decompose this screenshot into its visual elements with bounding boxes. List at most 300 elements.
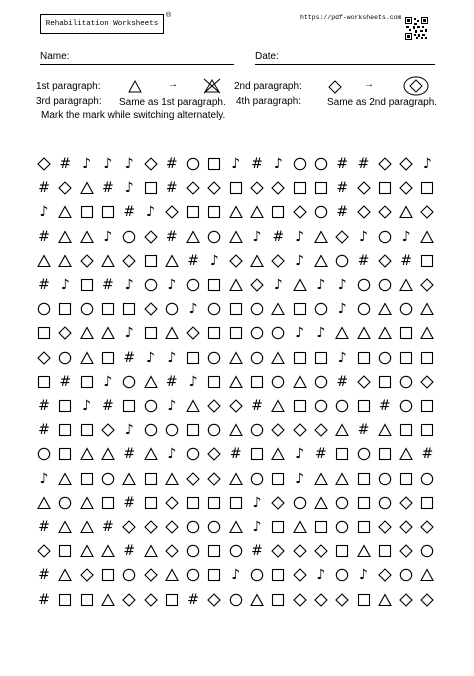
music-note-icon[interactable]: ♪ xyxy=(124,180,134,197)
triangle-icon[interactable] xyxy=(356,543,372,559)
triangle-icon[interactable] xyxy=(292,519,308,535)
triangle-icon[interactable] xyxy=(164,471,180,487)
triangle-icon[interactable] xyxy=(100,325,116,341)
triangle-icon[interactable] xyxy=(100,446,116,462)
square-icon[interactable] xyxy=(121,301,137,317)
circle-icon[interactable] xyxy=(334,253,350,269)
hash-icon[interactable]: # xyxy=(336,373,349,390)
diamond-icon[interactable] xyxy=(36,543,52,559)
square-icon[interactable] xyxy=(185,495,201,511)
triangle-icon[interactable] xyxy=(36,495,52,511)
hash-icon[interactable]: # xyxy=(102,277,114,293)
diamond-icon[interactable] xyxy=(79,567,95,583)
circle-icon[interactable] xyxy=(249,567,265,583)
square-icon[interactable] xyxy=(57,446,73,462)
square-icon[interactable] xyxy=(57,398,73,414)
circle-icon[interactable] xyxy=(164,422,180,438)
square-icon[interactable] xyxy=(57,301,73,317)
circle-icon[interactable] xyxy=(164,301,180,317)
circle-icon[interactable] xyxy=(356,446,372,462)
hash-icon[interactable]: # xyxy=(59,373,72,390)
square-icon[interactable] xyxy=(334,543,350,559)
triangle-icon[interactable] xyxy=(398,446,414,462)
triangle-icon[interactable] xyxy=(334,325,350,341)
square-icon[interactable] xyxy=(419,422,435,438)
circle-icon[interactable] xyxy=(377,495,393,511)
triangle-icon[interactable] xyxy=(57,519,73,535)
square-icon[interactable] xyxy=(100,301,116,317)
hash-icon[interactable]: # xyxy=(251,156,263,172)
square-icon[interactable] xyxy=(377,374,393,390)
circle-icon[interactable] xyxy=(57,495,73,511)
music-note-icon[interactable]: ♪ xyxy=(316,567,326,584)
square-icon[interactable] xyxy=(292,350,308,366)
diamond-icon[interactable] xyxy=(228,398,244,414)
diamond-icon[interactable] xyxy=(356,204,372,220)
square-icon[interactable] xyxy=(228,325,244,341)
music-note-icon[interactable]: ♪ xyxy=(252,494,262,511)
triangle-icon[interactable] xyxy=(249,253,265,269)
square-icon[interactable] xyxy=(292,301,308,317)
hash-icon[interactable]: # xyxy=(336,204,349,221)
circle-icon[interactable] xyxy=(313,156,329,172)
music-note-icon[interactable]: ♪ xyxy=(252,519,262,535)
hash-icon[interactable]: # xyxy=(38,567,50,584)
hash-icon[interactable]: # xyxy=(357,252,370,269)
triangle-icon[interactable] xyxy=(292,277,308,293)
triangle-icon[interactable] xyxy=(377,301,393,317)
square-icon[interactable] xyxy=(292,180,308,196)
circle-icon[interactable] xyxy=(419,471,435,487)
triangle-icon[interactable] xyxy=(185,398,201,414)
triangle-icon[interactable] xyxy=(164,567,180,583)
diamond-icon[interactable] xyxy=(100,422,116,438)
square-icon[interactable] xyxy=(270,592,286,608)
square-icon[interactable] xyxy=(185,204,201,220)
square-icon[interactable] xyxy=(100,204,116,220)
square-icon[interactable] xyxy=(356,519,372,535)
music-note-icon[interactable]: ♪ xyxy=(60,277,70,293)
triangle-icon[interactable] xyxy=(79,325,95,341)
circle-icon[interactable] xyxy=(270,325,286,341)
hash-icon[interactable]: # xyxy=(378,398,391,414)
diamond-icon[interactable] xyxy=(419,374,435,390)
triangle-icon[interactable] xyxy=(228,204,244,220)
circle-icon[interactable] xyxy=(143,277,159,293)
music-note-icon[interactable]: ♪ xyxy=(295,252,305,269)
diamond-icon[interactable] xyxy=(270,495,286,511)
square-icon[interactable] xyxy=(100,567,116,583)
triangle-icon[interactable] xyxy=(164,325,180,341)
square-icon[interactable] xyxy=(185,350,201,366)
diamond-icon[interactable] xyxy=(164,519,180,535)
hash-icon[interactable]: # xyxy=(123,543,136,560)
music-note-icon[interactable]: ♪ xyxy=(103,228,113,245)
triangle-icon[interactable] xyxy=(79,543,95,559)
diamond-icon[interactable] xyxy=(143,592,159,608)
triangle-icon[interactable] xyxy=(334,422,350,438)
music-note-icon[interactable]: ♪ xyxy=(167,446,177,463)
square-icon[interactable] xyxy=(270,204,286,220)
hash-icon[interactable]: # xyxy=(38,519,50,535)
triangle-icon[interactable] xyxy=(270,446,286,462)
triangle-icon[interactable] xyxy=(228,519,244,535)
music-note-icon[interactable]: ♪ xyxy=(337,301,347,318)
square-icon[interactable] xyxy=(57,592,73,608)
diamond-icon[interactable] xyxy=(206,446,222,462)
square-icon[interactable] xyxy=(100,495,116,511)
circle-icon[interactable] xyxy=(398,374,414,390)
diamond-icon[interactable] xyxy=(228,253,244,269)
hash-icon[interactable]: # xyxy=(229,446,242,463)
diamond-icon[interactable] xyxy=(377,204,393,220)
music-note-icon[interactable]: ♪ xyxy=(295,470,305,487)
diamond-icon[interactable] xyxy=(398,180,414,196)
square-icon[interactable] xyxy=(79,592,95,608)
square-icon[interactable] xyxy=(356,592,372,608)
square-icon[interactable] xyxy=(206,543,222,559)
diamond-icon[interactable] xyxy=(270,543,286,559)
hash-icon[interactable]: # xyxy=(59,156,72,172)
hash-icon[interactable]: # xyxy=(357,422,370,439)
diamond-icon[interactable] xyxy=(356,180,372,196)
diamond-icon[interactable] xyxy=(377,567,393,583)
triangle-icon[interactable] xyxy=(270,301,286,317)
circle-icon[interactable] xyxy=(313,301,329,317)
circle-icon[interactable] xyxy=(36,446,52,462)
diamond-icon[interactable] xyxy=(270,180,286,196)
diamond-icon[interactable] xyxy=(249,277,265,293)
triangle-icon[interactable] xyxy=(143,543,159,559)
diamond-icon[interactable] xyxy=(143,567,159,583)
diamond-icon[interactable] xyxy=(36,156,52,172)
diamond-icon[interactable] xyxy=(185,471,201,487)
square-icon[interactable] xyxy=(419,398,435,414)
circle-icon[interactable] xyxy=(185,156,201,172)
diamond-icon[interactable] xyxy=(206,180,222,196)
hash-icon[interactable]: # xyxy=(165,228,178,245)
music-note-icon[interactable]: ♪ xyxy=(337,349,347,366)
square-icon[interactable] xyxy=(313,519,329,535)
diamond-icon[interactable] xyxy=(270,253,286,269)
square-icon[interactable] xyxy=(249,374,265,390)
hash-icon[interactable]: # xyxy=(38,398,50,414)
square-icon[interactable] xyxy=(398,325,414,341)
square-icon[interactable] xyxy=(419,495,435,511)
diamond-icon[interactable] xyxy=(398,543,414,559)
triangle-icon[interactable] xyxy=(419,301,435,317)
circle-icon[interactable] xyxy=(419,543,435,559)
diamond-icon[interactable] xyxy=(121,519,137,535)
diamond-icon[interactable] xyxy=(292,567,308,583)
circle-icon[interactable] xyxy=(143,422,159,438)
hash-icon[interactable]: # xyxy=(251,398,263,414)
circle-icon[interactable] xyxy=(398,398,414,414)
circle-icon[interactable] xyxy=(185,446,201,462)
square-icon[interactable] xyxy=(185,422,201,438)
music-note-icon[interactable]: ♪ xyxy=(401,228,411,245)
diamond-icon[interactable] xyxy=(143,156,159,172)
square-icon[interactable] xyxy=(164,592,180,608)
diamond-icon[interactable] xyxy=(292,592,308,608)
diamond-icon[interactable] xyxy=(334,229,350,245)
circle-icon[interactable] xyxy=(249,422,265,438)
hash-icon[interactable]: # xyxy=(165,180,178,197)
circle-icon[interactable] xyxy=(249,471,265,487)
diamond-icon[interactable] xyxy=(164,204,180,220)
square-icon[interactable] xyxy=(270,567,286,583)
diamond-icon[interactable] xyxy=(143,519,159,535)
circle-icon[interactable] xyxy=(377,350,393,366)
circle-icon[interactable] xyxy=(206,519,222,535)
diamond-icon[interactable] xyxy=(419,519,435,535)
diamond-icon[interactable] xyxy=(121,592,137,608)
diamond-icon[interactable] xyxy=(270,422,286,438)
square-icon[interactable] xyxy=(206,374,222,390)
triangle-icon[interactable] xyxy=(334,471,350,487)
hash-icon[interactable]: # xyxy=(38,277,50,293)
circle-icon[interactable] xyxy=(206,422,222,438)
circle-icon[interactable] xyxy=(121,374,137,390)
triangle-icon[interactable] xyxy=(228,374,244,390)
diamond-icon[interactable] xyxy=(185,180,201,196)
triangle-icon[interactable] xyxy=(121,471,137,487)
circle-icon[interactable] xyxy=(185,277,201,293)
square-icon[interactable] xyxy=(398,422,414,438)
square-icon[interactable] xyxy=(79,422,95,438)
music-note-icon[interactable]: ♪ xyxy=(188,301,198,318)
diamond-icon[interactable] xyxy=(143,301,159,317)
triangle-icon[interactable] xyxy=(228,277,244,293)
diamond-icon[interactable] xyxy=(249,180,265,196)
square-icon[interactable] xyxy=(398,471,414,487)
square-icon[interactable] xyxy=(79,374,95,390)
square-icon[interactable] xyxy=(270,519,286,535)
triangle-icon[interactable] xyxy=(398,277,414,293)
square-icon[interactable] xyxy=(270,471,286,487)
triangle-icon[interactable] xyxy=(313,495,329,511)
circle-icon[interactable] xyxy=(292,495,308,511)
square-icon[interactable] xyxy=(292,398,308,414)
square-icon[interactable] xyxy=(419,253,435,269)
square-icon[interactable] xyxy=(206,277,222,293)
circle-icon[interactable] xyxy=(121,567,137,583)
triangle-icon[interactable] xyxy=(100,253,116,269)
triangle-icon[interactable] xyxy=(57,471,73,487)
diamond-icon[interactable] xyxy=(206,398,222,414)
square-icon[interactable] xyxy=(206,325,222,341)
hash-icon[interactable]: # xyxy=(102,180,114,197)
diamond-icon[interactable] xyxy=(398,519,414,535)
diamond-icon[interactable] xyxy=(313,543,329,559)
triangle-icon[interactable] xyxy=(377,592,393,608)
music-note-icon[interactable]: ♪ xyxy=(209,252,219,269)
square-icon[interactable] xyxy=(377,543,393,559)
circle-icon[interactable] xyxy=(377,229,393,245)
square-icon[interactable] xyxy=(356,471,372,487)
square-icon[interactable] xyxy=(143,180,159,196)
triangle-icon[interactable] xyxy=(185,229,201,245)
diamond-icon[interactable] xyxy=(36,350,52,366)
music-note-icon[interactable]: ♪ xyxy=(252,228,262,245)
diamond-icon[interactable] xyxy=(419,277,435,293)
circle-icon[interactable] xyxy=(334,398,350,414)
circle-icon[interactable] xyxy=(249,350,265,366)
square-icon[interactable] xyxy=(100,350,116,366)
square-icon[interactable] xyxy=(57,422,73,438)
triangle-icon[interactable] xyxy=(228,350,244,366)
music-note-icon[interactable]: ♪ xyxy=(146,204,155,221)
triangle-icon[interactable] xyxy=(228,229,244,245)
music-note-icon[interactable]: ♪ xyxy=(124,277,134,293)
circle-icon[interactable] xyxy=(313,374,329,390)
circle-icon[interactable] xyxy=(313,204,329,220)
diamond-icon[interactable] xyxy=(164,495,180,511)
hash-icon[interactable]: # xyxy=(421,446,434,463)
hash-icon[interactable]: # xyxy=(272,228,285,245)
music-note-icon[interactable]: ♪ xyxy=(422,156,432,172)
square-icon[interactable] xyxy=(249,446,265,462)
triangle-icon[interactable] xyxy=(249,592,265,608)
music-note-icon[interactable]: ♪ xyxy=(103,373,113,390)
triangle-icon[interactable] xyxy=(100,592,116,608)
music-note-icon[interactable]: ♪ xyxy=(231,567,241,584)
triangle-icon[interactable] xyxy=(270,398,286,414)
circle-icon[interactable] xyxy=(185,543,201,559)
triangle-icon[interactable] xyxy=(249,204,265,220)
triangle-icon[interactable] xyxy=(228,471,244,487)
circle-icon[interactable] xyxy=(334,519,350,535)
triangle-icon[interactable] xyxy=(79,446,95,462)
circle-icon[interactable] xyxy=(206,301,222,317)
music-note-icon[interactable]: ♪ xyxy=(337,277,347,293)
music-note-icon[interactable]: ♪ xyxy=(273,277,283,293)
diamond-icon[interactable] xyxy=(121,253,137,269)
diamond-icon[interactable] xyxy=(377,156,393,172)
square-icon[interactable] xyxy=(377,446,393,462)
music-note-icon[interactable]: ♪ xyxy=(295,325,305,342)
hash-icon[interactable]: # xyxy=(187,252,199,269)
circle-icon[interactable] xyxy=(377,471,393,487)
circle-icon[interactable] xyxy=(398,301,414,317)
music-note-icon[interactable]: ♪ xyxy=(316,277,326,293)
triangle-icon[interactable] xyxy=(377,325,393,341)
square-icon[interactable] xyxy=(206,567,222,583)
hash-icon[interactable]: # xyxy=(187,591,199,608)
triangle-icon[interactable] xyxy=(377,422,393,438)
hash-icon[interactable]: # xyxy=(336,156,349,172)
triangle-icon[interactable] xyxy=(36,253,52,269)
music-note-icon[interactable]: ♪ xyxy=(231,156,241,172)
site-url[interactable]: https://pdf-worksheets.com xyxy=(300,14,402,21)
music-note-icon[interactable]: ♪ xyxy=(188,373,198,390)
hash-icon[interactable]: # xyxy=(400,252,412,269)
circle-icon[interactable] xyxy=(356,277,372,293)
square-icon[interactable] xyxy=(228,180,244,196)
circle-icon[interactable] xyxy=(270,374,286,390)
square-icon[interactable] xyxy=(356,350,372,366)
square-icon[interactable] xyxy=(79,204,95,220)
circle-icon[interactable] xyxy=(206,350,222,366)
circle-icon[interactable] xyxy=(398,567,414,583)
square-icon[interactable] xyxy=(143,495,159,511)
triangle-icon[interactable] xyxy=(313,253,329,269)
diamond-icon[interactable] xyxy=(164,543,180,559)
triangle-icon[interactable] xyxy=(419,229,435,245)
triangle-icon[interactable] xyxy=(79,229,95,245)
hash-icon[interactable]: # xyxy=(315,446,327,463)
music-note-icon[interactable]: ♪ xyxy=(167,277,177,293)
square-icon[interactable] xyxy=(57,543,73,559)
square-icon[interactable] xyxy=(356,495,372,511)
music-note-icon[interactable]: ♪ xyxy=(316,325,326,342)
triangle-icon[interactable] xyxy=(398,204,414,220)
music-note-icon[interactable]: ♪ xyxy=(103,156,113,172)
diamond-icon[interactable] xyxy=(292,543,308,559)
triangle-icon[interactable] xyxy=(79,350,95,366)
music-note-icon[interactable]: ♪ xyxy=(359,567,368,584)
triangle-icon[interactable] xyxy=(419,325,435,341)
square-icon[interactable] xyxy=(313,350,329,366)
triangle-icon[interactable] xyxy=(79,519,95,535)
diamond-icon[interactable] xyxy=(377,519,393,535)
circle-icon[interactable] xyxy=(334,567,350,583)
diamond-icon[interactable] xyxy=(313,422,329,438)
square-icon[interactable] xyxy=(143,253,159,269)
name-field[interactable] xyxy=(40,64,234,65)
diamond-icon[interactable] xyxy=(419,204,435,220)
hash-icon[interactable]: # xyxy=(38,591,50,608)
hash-icon[interactable]: # xyxy=(123,204,136,221)
date-field[interactable] xyxy=(255,64,435,65)
triangle-icon[interactable] xyxy=(419,567,435,583)
triangle-icon[interactable] xyxy=(292,374,308,390)
circle-icon[interactable] xyxy=(57,350,73,366)
hash-icon[interactable]: # xyxy=(38,180,50,197)
circle-icon[interactable] xyxy=(334,495,350,511)
circle-icon[interactable] xyxy=(292,156,308,172)
square-icon[interactable] xyxy=(356,398,372,414)
square-icon[interactable] xyxy=(313,180,329,196)
triangle-icon[interactable] xyxy=(270,350,286,366)
triangle-icon[interactable] xyxy=(79,495,95,511)
diamond-icon[interactable] xyxy=(143,229,159,245)
music-note-icon[interactable]: ♪ xyxy=(124,156,134,172)
music-note-icon[interactable]: ♪ xyxy=(39,470,49,487)
circle-icon[interactable] xyxy=(100,471,116,487)
music-note-icon[interactable]: ♪ xyxy=(295,228,305,245)
square-icon[interactable] xyxy=(206,156,222,172)
triangle-icon[interactable] xyxy=(57,204,73,220)
hash-icon[interactable]: # xyxy=(123,446,136,463)
diamond-icon[interactable] xyxy=(206,592,222,608)
hash-icon[interactable]: # xyxy=(251,543,263,560)
square-icon[interactable] xyxy=(419,350,435,366)
music-note-icon[interactable]: ♪ xyxy=(124,325,134,342)
diamond-icon[interactable] xyxy=(57,180,73,196)
music-note-icon[interactable]: ♪ xyxy=(359,228,368,245)
hash-icon[interactable]: # xyxy=(38,422,50,439)
hash-icon[interactable]: # xyxy=(123,349,136,366)
triangle-icon[interactable] xyxy=(313,471,329,487)
square-icon[interactable] xyxy=(143,471,159,487)
diamond-icon[interactable] xyxy=(313,592,329,608)
circle-icon[interactable] xyxy=(143,398,159,414)
hash-icon[interactable]: # xyxy=(336,180,349,197)
hash-icon[interactable]: # xyxy=(102,519,114,535)
triangle-icon[interactable] xyxy=(164,253,180,269)
square-icon[interactable] xyxy=(398,350,414,366)
